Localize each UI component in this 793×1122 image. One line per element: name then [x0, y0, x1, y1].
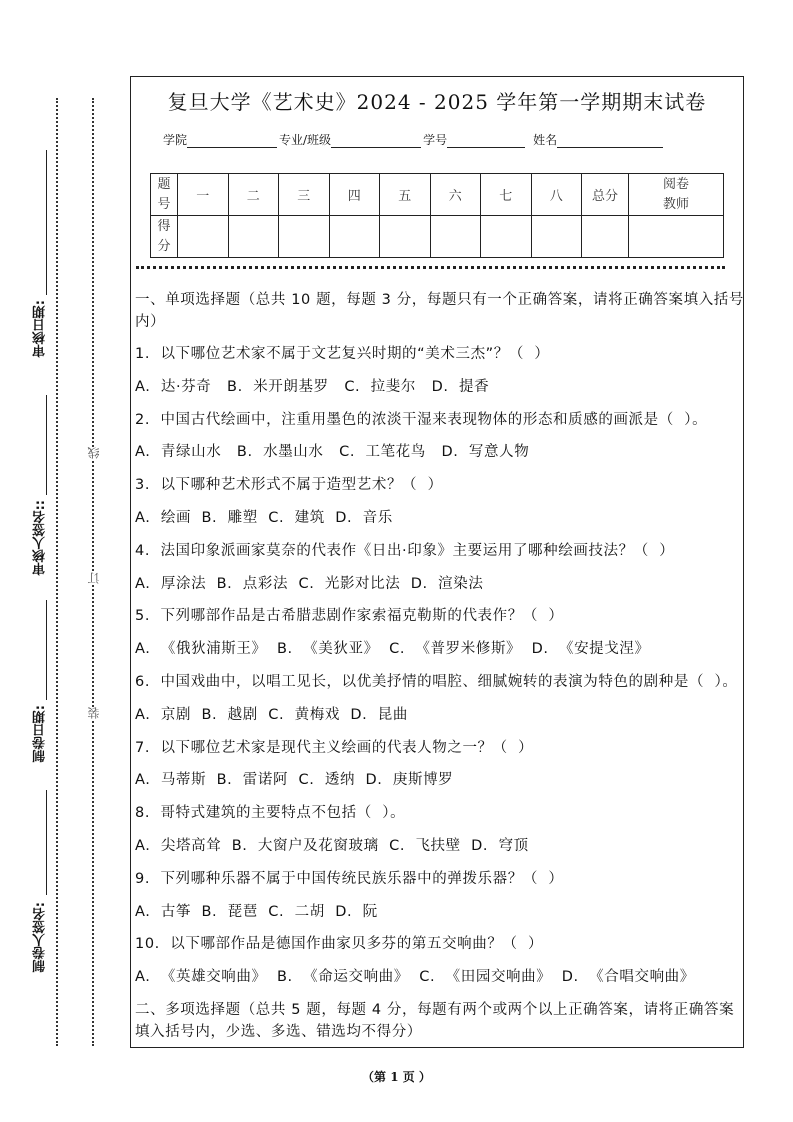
question-stem: 2. 中国古代绘画中，注重用墨色的浓淡干湿来表现物体的形态和质感的画派是（ ）。 [135, 411, 708, 428]
exam-title: 复旦大学《艺术史》2024 - 2025 学年第一学期期末试卷 [167, 90, 707, 114]
college-field[interactable] [187, 133, 277, 148]
exam-body [135, 289, 745, 1053]
column-header-total: 总分 [582, 174, 629, 216]
reviewer-signature-blank [46, 395, 47, 495]
label-line: 阅卷 [662, 176, 689, 192]
question-stem: 1. 以下哪位艺术家不属于文艺复兴时期的“美术三杰”？（ ） [135, 346, 550, 362]
score-cell[interactable] [178, 216, 229, 258]
question-stem: 3. 以下哪种艺术形式不属于造型艺术？（ ） [135, 477, 443, 494]
grader-label [629, 174, 724, 216]
score-label [151, 216, 178, 258]
binding-mark-line: 线 [87, 447, 101, 459]
column-header: 七 [481, 174, 532, 216]
binding-mark-order: 订 [87, 572, 101, 584]
student-info-row [163, 131, 665, 148]
score-table [150, 173, 724, 258]
student-id-label: 学号 [423, 133, 448, 147]
section1-questions [135, 343, 745, 999]
question-options: A. 尖塔高耸 B. 大窗户及花窗玻璃 C. 飞扶壁 D. 穹顶 [135, 837, 529, 854]
column-header: 四 [329, 174, 380, 216]
score-table-score-row [151, 216, 724, 258]
question-options: A. 《英雄交响曲》 B. 《命运交响曲》 C. 《田园交响曲》 D. 《合唱交响曲》 [135, 969, 695, 986]
score-table-header-row [151, 174, 724, 216]
score-cell[interactable] [279, 216, 330, 258]
separator-dotted-line [136, 266, 725, 269]
grader-cell[interactable] [629, 216, 724, 258]
question-options: A. 青绿山水 B. 水墨山水 C. 工笔花鸟 D. 写意人物 [135, 444, 530, 461]
question-options: A. 厚涂法 B. 点彩法 C. 光影对比法 D. 渲染法 [135, 575, 484, 592]
label-char: 题 [157, 176, 171, 192]
question-number-label [151, 174, 178, 216]
name-label: 姓名 [533, 133, 558, 147]
score-cell[interactable] [228, 216, 279, 258]
score-cell[interactable] [481, 216, 532, 258]
column-header: 五 [380, 174, 431, 216]
label-char: 得 [157, 218, 171, 234]
score-cell[interactable] [329, 216, 380, 258]
score-cell[interactable] [380, 216, 431, 258]
score-cell-total[interactable] [582, 216, 629, 258]
binding-mark-bind: 装 [87, 707, 101, 719]
question-options: A. 古筝 B. 琵琶 C. 二胡 D. 阮 [135, 903, 378, 920]
score-cell[interactable] [430, 216, 481, 258]
question-stem: 5. 下列哪部作品是古希腊悲剧作家索福克勒斯的代表作？（ ） [135, 608, 564, 625]
question-options: A. 绘画 B. 雕塑 C. 建筑 D. 音乐 [135, 509, 393, 526]
question-options: A. 京剧 B. 越剧 C. 黄梅戏 D. 昆曲 [135, 706, 408, 723]
section1-heading: 一、单项选择题（总共 10 题，每题 3 分，每题只有一个正确答案，请将正确答案填入括号内） [135, 292, 745, 330]
paper-date-label: 制卷日期: [33, 705, 48, 763]
review-date-blank [46, 150, 47, 295]
section2-heading: 二、多项选择题（总共 5 题，每题 4 分，每题有两个或两个以上正确答案，请将正确答案填入括号内，少选、多选、错选均不得分） [135, 1001, 735, 1040]
question-options: A. 《俄狄浦斯王》 B. 《美狄亚》 C. 《普罗米修斯》 D. 《安提戈涅》 [135, 641, 650, 658]
question-options: A. 马蒂斯 B. 雷诺阿 C. 透纳 D. 庚斯博罗 [135, 772, 454, 789]
column-header: 八 [531, 174, 582, 216]
question-stem: 4. 法国印象派画家莫奈的代表作《日出·印象》主要运用了哪种绘画技法？（ ） [135, 542, 675, 559]
label-char: 分 [157, 238, 171, 254]
label-line: 教师 [662, 196, 689, 212]
label-char: 号 [157, 196, 171, 212]
page-number: （第 1 页 ） [362, 1070, 431, 1084]
score-cell[interactable] [531, 216, 582, 258]
question-options: A. 达·芬奇 B. 米开朗基罗 C. 拉斐尔 D. 提香 [135, 378, 490, 395]
question-stem: 8. 哥特式建筑的主要特点不包括（ ）。 [135, 805, 406, 822]
reviewer-signature-label: 审核人签名:: [33, 500, 48, 576]
paper-maker-signature-blank [46, 790, 47, 895]
student-id-field[interactable] [447, 133, 525, 148]
college-label: 学院 [163, 133, 188, 147]
question-stem: 7. 以下哪位艺术家是现代主义绘画的代表人物之一？（ ） [135, 739, 534, 756]
column-header: 二 [228, 174, 279, 216]
paper-maker-signature-label: 制卷人签名: [33, 902, 48, 973]
column-header: 六 [430, 174, 481, 216]
column-header: 三 [279, 174, 330, 216]
column-header: 一 [178, 174, 229, 216]
question-stem: 10. 以下哪部作品是德国作曲家贝多芬的第五交响曲？（ ） [135, 936, 544, 953]
major-class-label: 专业/班级 [279, 133, 332, 147]
major-class-field[interactable] [331, 133, 421, 148]
binding-dotted-line-outer [56, 98, 58, 1046]
paper-date-blank [46, 600, 47, 700]
question-stem: 9. 下列哪种乐器不属于中国传统民族乐器中的弹拨乐器？（ ） [135, 870, 564, 887]
question-stem: 6. 中国戏曲中，以唱工见长，以优美抒情的唱腔、细腻婉转的表演为特色的剧种是（ ）。 [135, 673, 738, 690]
review-date-label: 审核日期: [33, 300, 48, 358]
name-field[interactable] [557, 133, 663, 148]
